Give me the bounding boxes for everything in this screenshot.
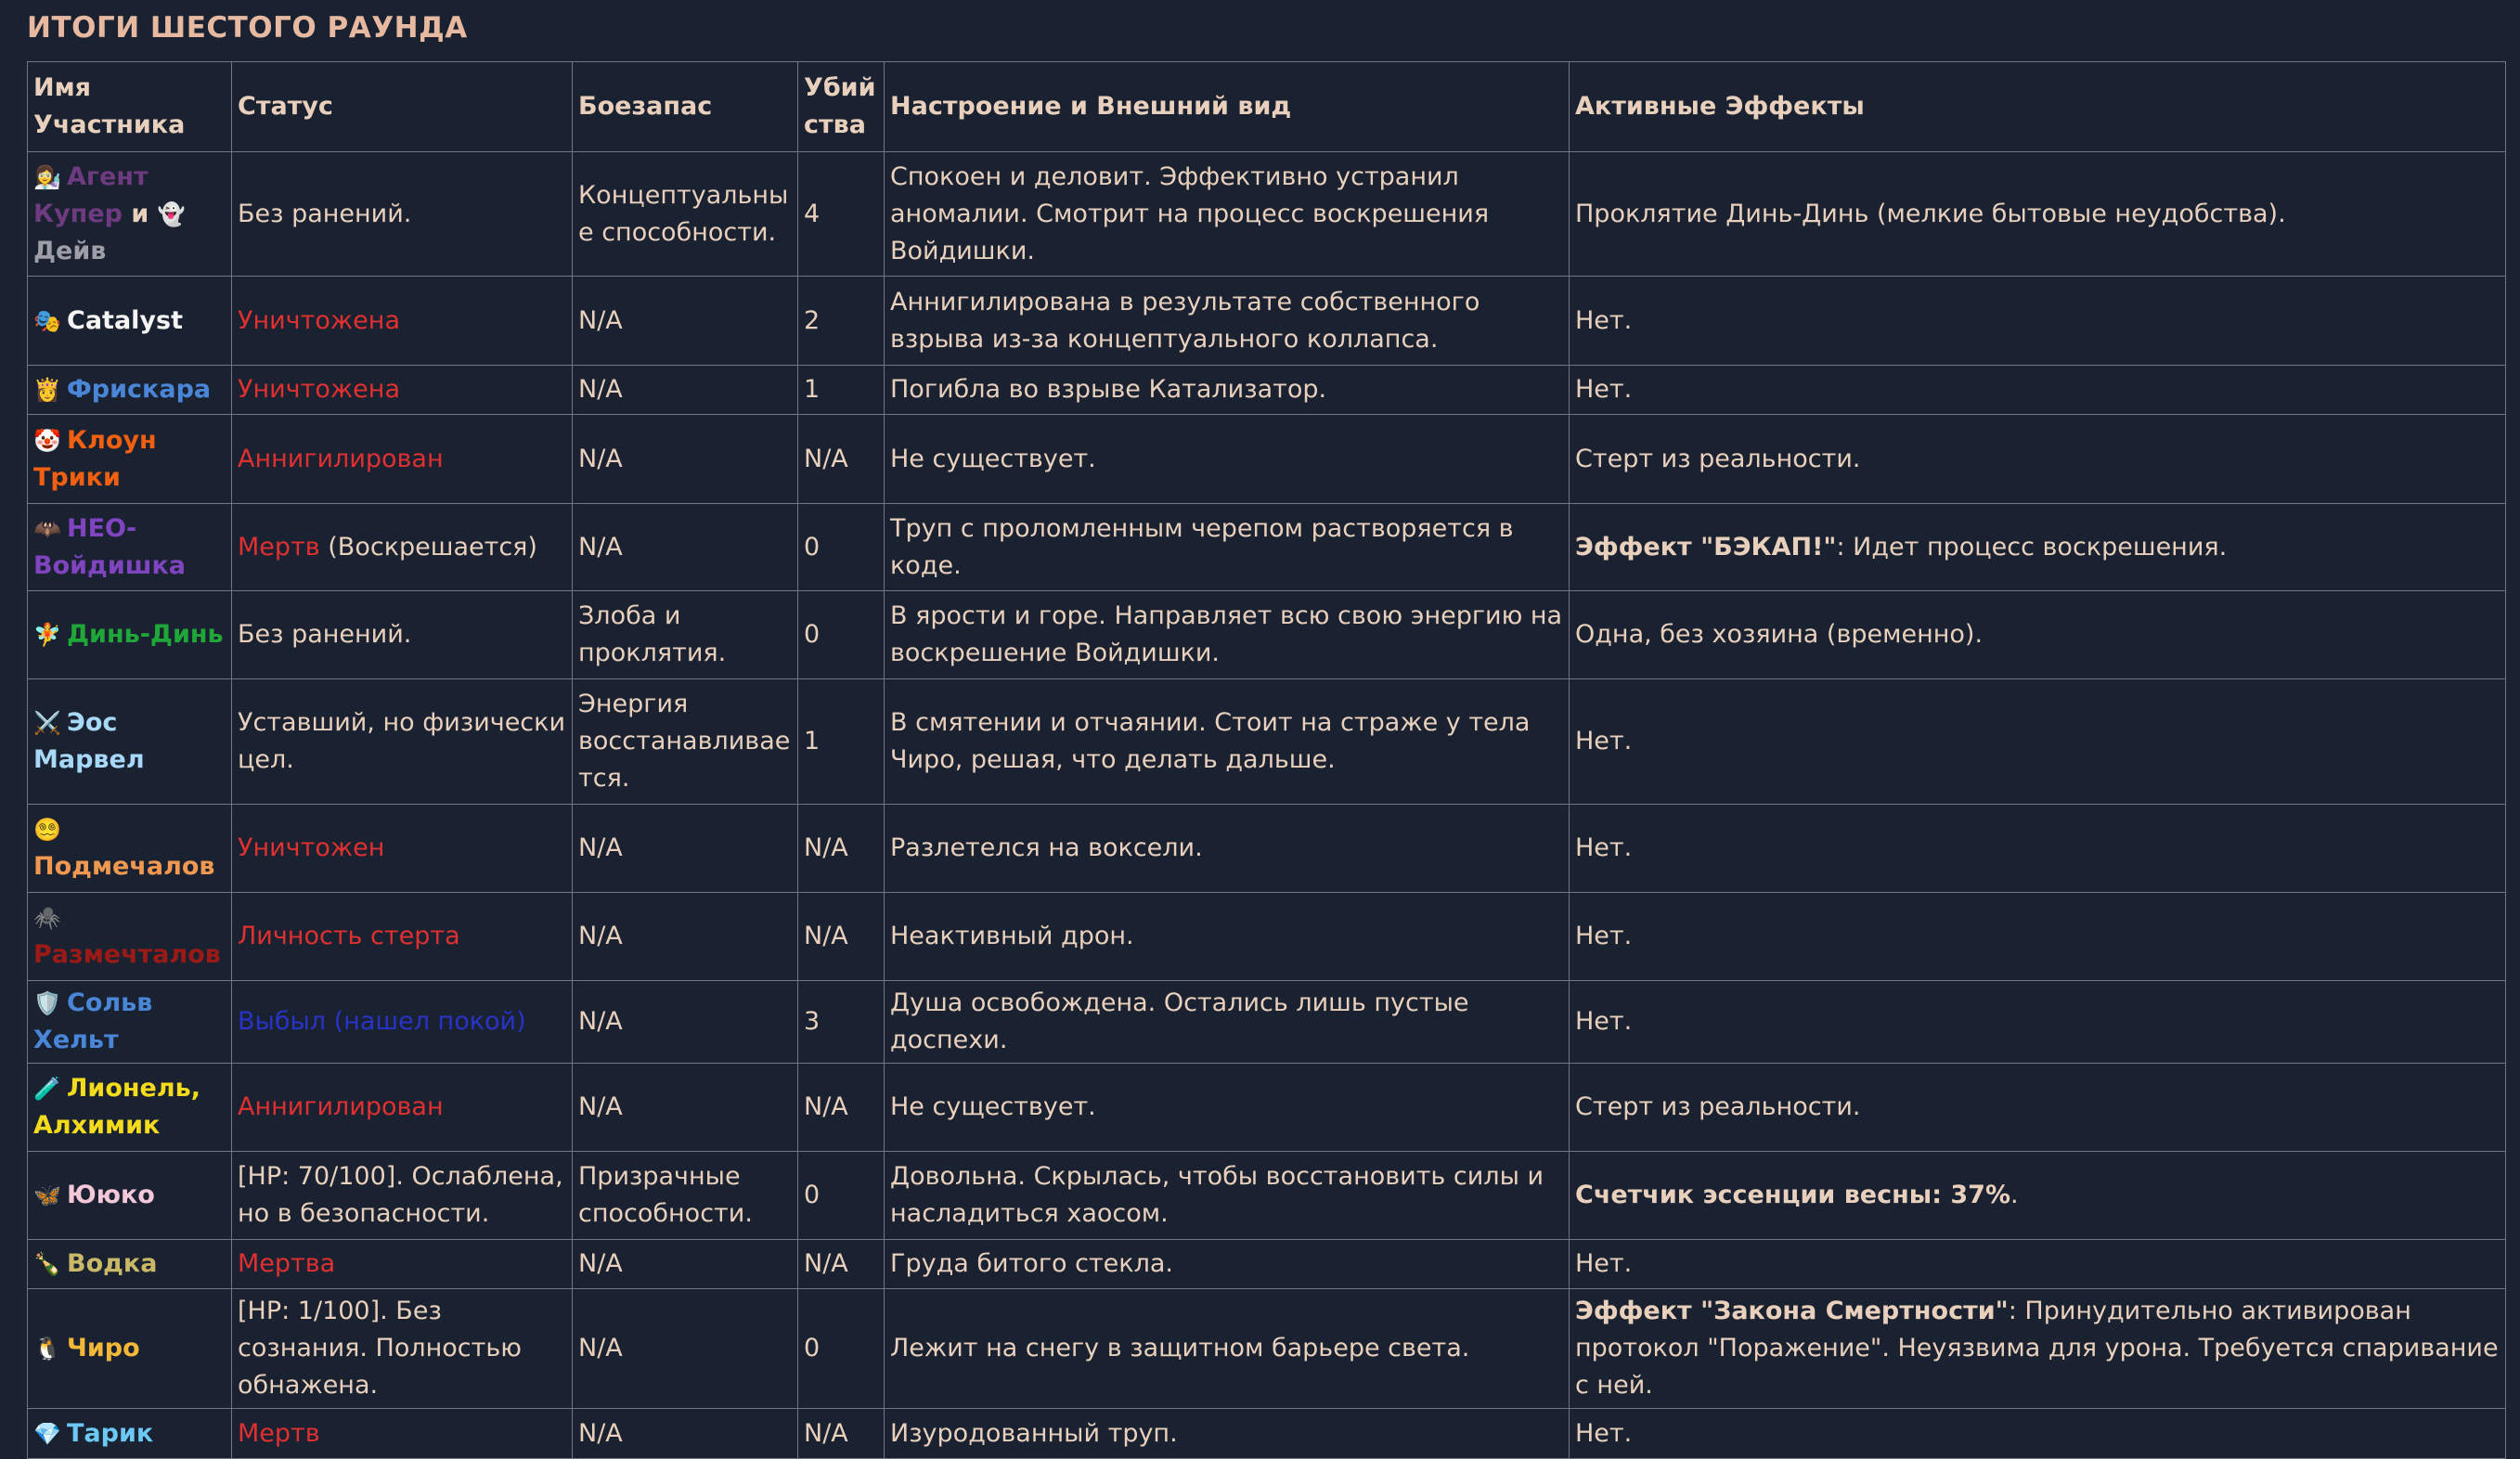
mood-cell bbox=[885, 679, 1570, 805]
mood-text: Погибла во взрыве Катализатор. bbox=[890, 375, 1327, 404]
kills-cell bbox=[798, 152, 885, 277]
status-cell bbox=[232, 366, 573, 415]
table-row bbox=[28, 1409, 2506, 1459]
participant-cell bbox=[28, 504, 232, 591]
table-row bbox=[28, 1240, 2506, 1289]
ammo-text: N/A bbox=[578, 375, 623, 404]
participant-cell bbox=[28, 1064, 232, 1152]
table-row bbox=[28, 805, 2506, 893]
effect-text: Одна, без хозяина (временно). bbox=[1575, 620, 1984, 649]
effect-text: Проклятие Динь-Динь (мелкие бытовые неудобства). bbox=[1575, 199, 2286, 228]
mood-text: Разлетелся на воксели. bbox=[890, 833, 1203, 862]
kills-cell bbox=[798, 805, 885, 893]
mood-cell bbox=[885, 1064, 1570, 1152]
results-table bbox=[27, 61, 2506, 1459]
mood-cell bbox=[885, 591, 1570, 679]
table-row bbox=[28, 893, 2506, 981]
effects-cell bbox=[1570, 366, 2506, 415]
status-cell bbox=[232, 277, 573, 366]
kills-cell bbox=[798, 277, 885, 366]
participant-name: НЕО-Войдишка bbox=[33, 513, 186, 580]
ammo-cell bbox=[573, 679, 798, 805]
header-row bbox=[28, 62, 2506, 152]
ammo-cell bbox=[573, 1152, 798, 1240]
effect-text: Нет. bbox=[1575, 922, 1633, 950]
effect-text: Нет. bbox=[1575, 833, 1633, 862]
participant-name: Подмечалов bbox=[33, 852, 215, 881]
effect-title: Эффект "Закона Смертности" bbox=[1575, 1297, 2009, 1325]
ammo-text: N/A bbox=[578, 1007, 623, 1036]
potion-icon: 🧪 bbox=[33, 1076, 61, 1102]
status-cell bbox=[232, 1064, 573, 1152]
kills-cell bbox=[798, 1289, 885, 1409]
table-row bbox=[28, 1064, 2506, 1152]
participant-name: Лионель, Алхимик bbox=[33, 1074, 200, 1140]
status-text: Без ранений. bbox=[238, 199, 412, 228]
ammo-cell bbox=[573, 1289, 798, 1409]
status-text: Без ранений. bbox=[238, 620, 412, 649]
status-cell bbox=[232, 1152, 573, 1240]
mood-cell bbox=[885, 1240, 1570, 1289]
ammo-text: N/A bbox=[578, 1092, 623, 1121]
mood-text: Душа освобождена. Остались лишь пустые доспехи. bbox=[890, 988, 1469, 1054]
kills-cell bbox=[798, 1152, 885, 1240]
kills-value: 0 bbox=[804, 1334, 821, 1362]
butterfly-icon: 🦋 bbox=[33, 1182, 61, 1208]
status-cell bbox=[232, 893, 573, 981]
status-text: Уничтожен bbox=[238, 833, 385, 862]
table-row bbox=[28, 981, 2506, 1064]
participant-name: Ююко bbox=[67, 1181, 155, 1209]
participant-name: Фрискара bbox=[67, 375, 212, 404]
mood-text: Аннигилирована в результате собственного взрыва из-за концептуального коллапса. bbox=[890, 287, 1480, 354]
effect-text: Нет. bbox=[1575, 1249, 1633, 1278]
kills-value: N/A bbox=[804, 1092, 848, 1121]
kills-value: N/A bbox=[804, 833, 848, 862]
mood-cell bbox=[885, 366, 1570, 415]
status-text: Мертв bbox=[238, 532, 320, 562]
status-text: [HP: 70/100]. Ослаблена, но в безопасности. bbox=[238, 1162, 563, 1228]
participant-name: Агент Купер bbox=[33, 161, 149, 228]
ghost-icon: 👻 bbox=[157, 200, 186, 227]
bat-icon: 🦇 bbox=[33, 515, 61, 542]
gem-icon: 💎 bbox=[33, 1420, 61, 1447]
ammo-cell bbox=[573, 152, 798, 277]
ammo-text: N/A bbox=[578, 532, 623, 562]
ammo-cell bbox=[573, 805, 798, 893]
participant-cell bbox=[28, 1240, 232, 1289]
ammo-cell bbox=[573, 504, 798, 591]
crossed-swords-icon: ⚔️ bbox=[33, 710, 61, 736]
mood-text: В ярости и горе. Направляет всю свою энергию на воскрешение Войдишки. bbox=[890, 601, 1563, 667]
status-cell bbox=[232, 1409, 573, 1459]
kills-cell bbox=[798, 1064, 885, 1152]
participant-name-2: Дейв bbox=[33, 236, 107, 265]
mood-text: Изуродованный труп. bbox=[890, 1418, 1178, 1448]
participant-cell bbox=[28, 679, 232, 805]
ammo-cell bbox=[573, 591, 798, 679]
effects-cell bbox=[1570, 679, 2506, 805]
effect-text: Нет. bbox=[1575, 305, 1633, 335]
participant-cell bbox=[28, 366, 232, 415]
participant-name: Клоун Трики bbox=[33, 425, 157, 492]
ammo-text: N/A bbox=[578, 1418, 623, 1448]
table-body bbox=[28, 152, 2506, 1459]
status-text: [HP: 1/100]. Без сознания. Полностью обнажена. bbox=[238, 1297, 522, 1400]
mood-text: Довольна. Скрылась, чтобы восстановить силы и насладиться хаосом. bbox=[890, 1162, 1544, 1228]
mood-cell bbox=[885, 1152, 1570, 1240]
status-text: Уничтожена bbox=[238, 305, 400, 335]
bottle-icon: 🍾 bbox=[33, 1251, 61, 1277]
participant-cell bbox=[28, 893, 232, 981]
spider-icon: 🕷️ bbox=[33, 905, 61, 931]
table-row bbox=[28, 277, 2506, 366]
mask-icon: 🎭 bbox=[33, 307, 61, 334]
effects-cell bbox=[1570, 893, 2506, 981]
participant-name: Эос Марвел bbox=[33, 708, 145, 774]
column-header-ammo: Боезапас bbox=[573, 62, 798, 152]
kills-value: 1 bbox=[804, 375, 821, 404]
kills-value: 0 bbox=[804, 532, 821, 562]
mood-cell bbox=[885, 981, 1570, 1064]
effect-text: Нет. bbox=[1575, 1007, 1633, 1036]
participant-cell bbox=[28, 1289, 232, 1409]
effects-cell bbox=[1570, 981, 2506, 1064]
mood-text: Спокоен и деловит. Эффективно устранил аномалии. Смотрит на процесс воскрешения Войдишки. bbox=[890, 161, 1490, 265]
kills-cell bbox=[798, 415, 885, 504]
table-row bbox=[28, 152, 2506, 277]
participant-cell bbox=[28, 591, 232, 679]
participant-name: Динь-Динь bbox=[67, 620, 224, 649]
effects-cell bbox=[1570, 1289, 2506, 1409]
status-text: Личность стерта bbox=[238, 922, 460, 950]
ammo-cell bbox=[573, 366, 798, 415]
ammo-text: N/A bbox=[578, 305, 623, 335]
effects-cell bbox=[1570, 1409, 2506, 1459]
kills-value: N/A bbox=[804, 922, 848, 950]
table-row bbox=[28, 415, 2506, 504]
ammo-cell bbox=[573, 893, 798, 981]
effects-cell bbox=[1570, 1152, 2506, 1240]
kills-cell bbox=[798, 1240, 885, 1289]
effects-cell bbox=[1570, 805, 2506, 893]
kills-cell bbox=[798, 366, 885, 415]
table-row bbox=[28, 366, 2506, 415]
table-row bbox=[28, 1289, 2506, 1409]
ammo-text: N/A bbox=[578, 1249, 623, 1278]
status-cell bbox=[232, 981, 573, 1064]
ammo-text: Концептуальные способности. bbox=[578, 180, 789, 247]
ammo-cell bbox=[573, 1409, 798, 1459]
kills-value: N/A bbox=[804, 1249, 848, 1278]
status-text: Уставший, но физически цел. bbox=[238, 708, 566, 774]
mood-cell bbox=[885, 805, 1570, 893]
kills-value: 2 bbox=[804, 305, 821, 335]
effect-title: Счетчик эссенции весны: 37% bbox=[1575, 1181, 2011, 1209]
column-header-kills: Убийства bbox=[798, 62, 885, 152]
kills-cell bbox=[798, 591, 885, 679]
effect-text: Стерт из реальности. bbox=[1575, 1092, 1861, 1121]
status-cell bbox=[232, 152, 573, 277]
mood-cell bbox=[885, 504, 1570, 591]
effects-cell bbox=[1570, 591, 2506, 679]
kills-value: N/A bbox=[804, 1418, 848, 1448]
column-header-effects: Активные Эффекты bbox=[1570, 62, 2506, 152]
effects-cell bbox=[1570, 415, 2506, 504]
participant-cell bbox=[28, 152, 232, 277]
effect-text: Нет. bbox=[1575, 727, 1633, 755]
kills-value: 0 bbox=[804, 620, 821, 649]
ammo-text: Призрачные способности. bbox=[578, 1162, 753, 1228]
participant-name: Чиро bbox=[67, 1334, 140, 1362]
ammo-cell bbox=[573, 1240, 798, 1289]
table-row bbox=[28, 679, 2506, 805]
effect-text: . bbox=[2010, 1181, 2019, 1209]
column-header-mood: Настроение и Внешний вид bbox=[885, 62, 1570, 152]
participant-name: Catalyst bbox=[67, 305, 183, 335]
clown-icon: 🤡 bbox=[33, 427, 61, 454]
effect-text: Стерт из реальности. bbox=[1575, 444, 1861, 473]
effect-text: : Идет процесс воскрешения. bbox=[1836, 532, 2228, 562]
kills-cell bbox=[798, 679, 885, 805]
kills-cell bbox=[798, 981, 885, 1064]
fairy-icon: 🧚 bbox=[33, 622, 61, 648]
column-header-name: Имя Участника bbox=[28, 62, 232, 152]
kills-cell bbox=[798, 1409, 885, 1459]
mood-cell bbox=[885, 893, 1570, 981]
status-text: Мертва bbox=[238, 1249, 336, 1278]
mood-cell bbox=[885, 1289, 1570, 1409]
status-cell bbox=[232, 504, 573, 591]
dizzy-face-icon: 😵‍💫 bbox=[33, 817, 61, 843]
participant-cell bbox=[28, 805, 232, 893]
status-cell bbox=[232, 805, 573, 893]
ammo-cell bbox=[573, 981, 798, 1064]
ammo-text: N/A bbox=[578, 1334, 623, 1362]
mood-text: В смятении и отчаянии. Стоит на страже у тела Чиро, решая, что делать дальше. bbox=[890, 708, 1531, 774]
ammo-text: N/A bbox=[578, 444, 623, 473]
participant-cell bbox=[28, 277, 232, 366]
status-cell bbox=[232, 1289, 573, 1409]
mood-text: Труп с проломленным черепом растворяется в коде. bbox=[890, 513, 1514, 580]
ammo-text: N/A bbox=[578, 922, 623, 950]
status-cell bbox=[232, 415, 573, 504]
table-row bbox=[28, 1152, 2506, 1240]
kills-value: 1 bbox=[804, 727, 821, 755]
mood-text: Неактивный дрон. bbox=[890, 922, 1134, 950]
mood-cell bbox=[885, 277, 1570, 366]
mood-cell bbox=[885, 415, 1570, 504]
ammo-text: Энергия восстанавливается. bbox=[578, 690, 791, 793]
ammo-cell bbox=[573, 415, 798, 504]
participant-name: Размечталов bbox=[33, 940, 221, 969]
mood-text: Груда битого стекла. bbox=[890, 1249, 1173, 1278]
effect-title: Эффект "БЭКАП!" bbox=[1575, 532, 1837, 562]
kills-value: 3 bbox=[804, 1007, 821, 1036]
effects-cell bbox=[1570, 277, 2506, 366]
name-joiner: и bbox=[122, 199, 158, 228]
ammo-text: Злоба и проклятия. bbox=[578, 601, 727, 667]
participant-cell bbox=[28, 415, 232, 504]
effects-cell bbox=[1570, 1240, 2506, 1289]
mood-cell bbox=[885, 152, 1570, 277]
princess-icon: 👸 bbox=[33, 377, 61, 403]
effect-text: Нет. bbox=[1575, 1418, 1633, 1448]
mood-text: Не существует. bbox=[890, 444, 1096, 473]
participant-name: Тарик bbox=[67, 1418, 154, 1448]
penguin-icon: 🐧 bbox=[33, 1336, 61, 1362]
effects-cell bbox=[1570, 504, 2506, 591]
kills-value: 0 bbox=[804, 1181, 821, 1209]
status-cell bbox=[232, 1240, 573, 1289]
effects-cell bbox=[1570, 152, 2506, 277]
effects-cell bbox=[1570, 1064, 2506, 1152]
table-row bbox=[28, 504, 2506, 591]
status-cell bbox=[232, 591, 573, 679]
status-text: Мертв bbox=[238, 1418, 320, 1448]
participant-name: Сольв Хельт bbox=[33, 988, 153, 1054]
effect-text: : Принудительно активирован протокол "Поражение". Неуязвима для урона. Требуется спаривание с ней. bbox=[1575, 1297, 2499, 1400]
mood-text: Не существует. bbox=[890, 1092, 1096, 1121]
mood-cell bbox=[885, 1409, 1570, 1459]
ammo-cell bbox=[573, 1064, 798, 1152]
kills-cell bbox=[798, 893, 885, 981]
participant-name: Водка bbox=[67, 1249, 158, 1278]
participant-cell bbox=[28, 1409, 232, 1459]
effect-text: Нет. bbox=[1575, 375, 1633, 404]
ammo-cell bbox=[573, 277, 798, 366]
status-text: Выбыл (нашел покой) bbox=[238, 1007, 526, 1036]
kills-cell bbox=[798, 504, 885, 591]
shield-icon: 🛡️ bbox=[33, 990, 61, 1016]
status-note: (Воскрешается) bbox=[319, 532, 537, 562]
participant-cell bbox=[28, 981, 232, 1064]
status-text: Аннигилирован bbox=[238, 444, 444, 473]
mood-text: Лежит на снегу в защитном барьере света. bbox=[890, 1334, 1470, 1362]
table-row bbox=[28, 591, 2506, 679]
agent-icon: 👩‍🔬 bbox=[33, 163, 61, 190]
ammo-text: N/A bbox=[578, 833, 623, 862]
page-title: ИТОГИ ШЕСТОГО РАУНДА bbox=[27, 11, 468, 45]
kills-value: 4 bbox=[804, 199, 821, 228]
status-cell bbox=[232, 679, 573, 805]
kills-value: N/A bbox=[804, 444, 848, 473]
column-header-status: Статус bbox=[232, 62, 573, 152]
status-text: Аннигилирован bbox=[238, 1092, 444, 1121]
participant-cell bbox=[28, 1152, 232, 1240]
status-text: Уничтожена bbox=[238, 375, 400, 404]
